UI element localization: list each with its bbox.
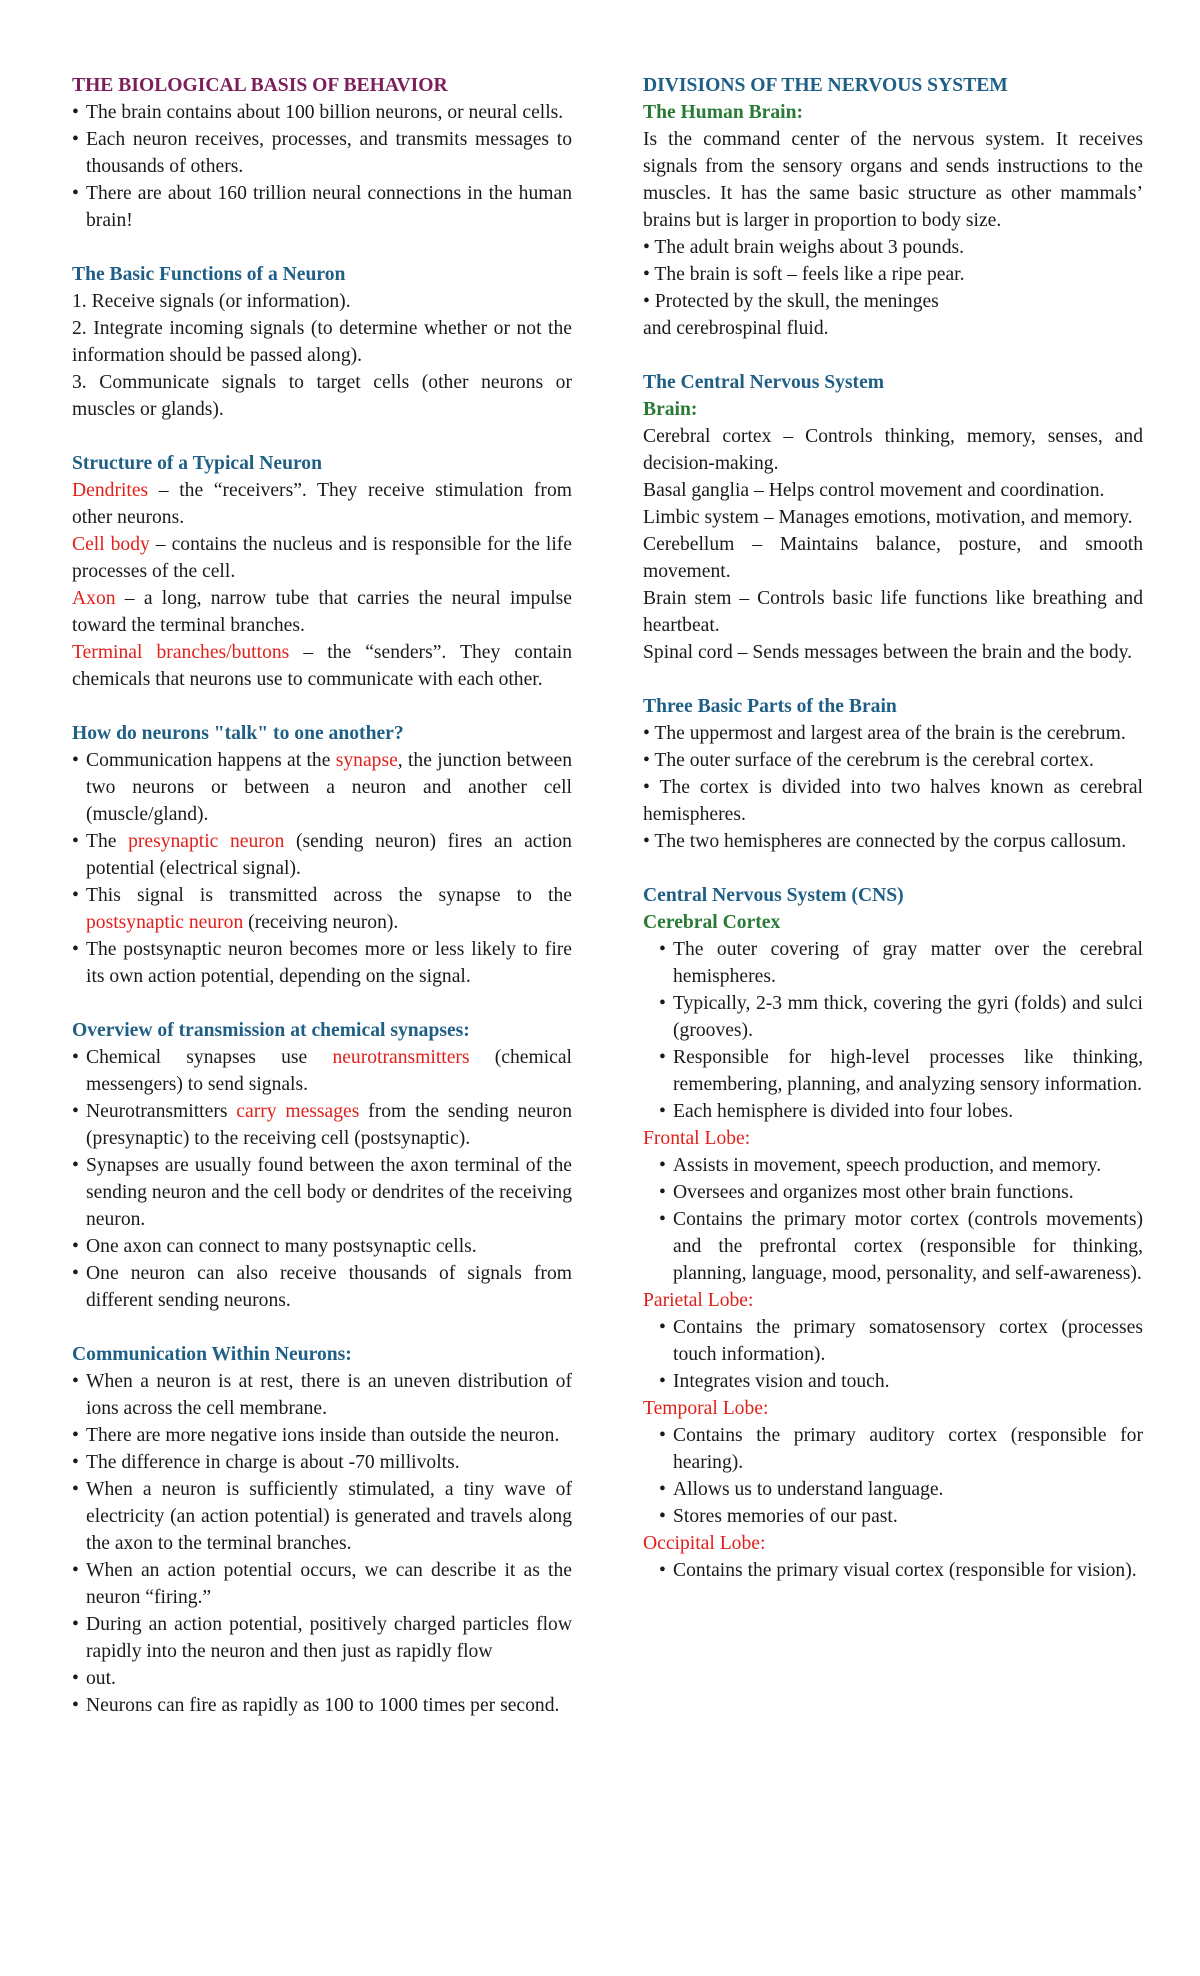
left-column — [72, 72, 572, 1719]
text-span: (receiving neuron). — [243, 912, 399, 933]
lobe-title-parietal: Parietal Lobe: — [643, 1290, 754, 1311]
section-title-structure: Structure of a Typical Neuron — [72, 453, 323, 474]
definition-text: – the “senders”. They contain chemicals that neurons use to communicate with each other. — [72, 642, 572, 690]
text-span: Communication happens at the — [86, 750, 336, 771]
section-title-biological-basis: THE BIOLOGICAL BASIS OF BEHAVIOR — [72, 75, 448, 96]
brain-part-item: Cerebral cortex – Controls thinking, memory, senses, and decision-making. — [643, 426, 1143, 474]
list-item: • The outer covering of gray matter over the cerebral hemispheres. — [659, 936, 1143, 990]
list-item: • The brain contains about 100 billion neurons, or neural cells. — [72, 99, 572, 126]
definition-text: – a long, narrow tube that carries the neural impulse toward the terminal branches. — [72, 588, 572, 636]
list-item: • When a neuron is sufficiently stimulated, a tiny wave of electricity (an action potential) is generated and travels along the axon to the terminal branches. — [72, 1476, 572, 1557]
spacer — [72, 990, 572, 1017]
term-neurotransmitters: neurotransmitters — [332, 1047, 470, 1068]
dot-line: • The adult brain weighs about 3 pounds. — [643, 237, 965, 258]
subtitle-human-brain: The Human Brain: — [643, 102, 804, 123]
overview-list — [72, 1044, 572, 1314]
list-item: • During an action potential, positively charged particles flow rapidly into the neuron and then just as rapidly flow — [72, 1611, 572, 1665]
list-item: • The difference in charge is about -70 millivolts. — [72, 1449, 572, 1476]
list-item: • The postsynaptic neuron becomes more or less likely to fire its own action potential, depending on the signal. — [72, 936, 572, 990]
dot-line: • The cortex is divided into two halves known as cerebral hemispheres. — [643, 777, 1143, 825]
list-item: • Responsible for high-level processes like thinking, remembering, planning, and analyzing sensory information. — [659, 1044, 1143, 1098]
list-item — [72, 747, 572, 828]
spacer — [72, 423, 572, 450]
text-span: Chemical synapses use — [86, 1047, 333, 1068]
text-span: Neurotransmitters — [86, 1101, 237, 1122]
spacer — [643, 342, 1143, 369]
list-item: • Allows us to understand language. — [659, 1476, 1143, 1503]
list-item: • Oversees and organizes most other brain functions. — [659, 1179, 1143, 1206]
brain-part-item: Spinal cord – Sends messages between the brain and the body. — [643, 642, 1133, 663]
text-span: (chemical messengers) to send signals. — [86, 1047, 572, 1095]
text-span: from the sending neuron (presynaptic) to the receiving cell (postsynaptic). — [86, 1101, 572, 1149]
dot-line-continuation: and cerebrospinal fluid. — [643, 318, 829, 339]
spacer — [72, 1314, 572, 1341]
list-item: • When an action potential occurs, we can describe it as the neuron “firing.” — [72, 1557, 572, 1611]
list-item — [72, 1098, 572, 1152]
brain-part-item: Basal ganglia – Helps control movement and coordination. — [643, 480, 1105, 501]
frontal-lobe-list — [643, 1152, 1143, 1287]
brain-part-item: Cerebellum – Maintains balance, posture, and smooth movement. — [643, 534, 1143, 582]
section-title-overview-transmission: Overview of transmission at chemical synapses: — [72, 1020, 470, 1041]
list-item: • Each neuron receives, processes, and transmits messages to thousands of others. — [72, 126, 572, 180]
dot-line: • The uppermost and largest area of the brain is the cerebrum. — [643, 723, 1126, 744]
list-item: • There are more negative ions inside than outside the neuron. — [72, 1422, 572, 1449]
numbered-item: 1. Receive signals (or information). — [72, 291, 351, 312]
list-item — [72, 882, 572, 936]
list-item — [72, 1044, 572, 1098]
text-span: (sending neuron) fires an action potential (electrical signal). — [86, 831, 572, 879]
section-title-communication-within: Communication Within Neurons: — [72, 1344, 352, 1365]
temporal-lobe-list — [643, 1422, 1143, 1530]
parietal-lobe-list — [643, 1314, 1143, 1395]
lobe-title-temporal: Temporal Lobe: — [643, 1398, 769, 1419]
brain-part-item: Limbic system – Manages emotions, motivation, and memory. — [643, 507, 1133, 528]
list-item: • out. — [72, 1665, 572, 1692]
term-axon: Axon — [72, 588, 116, 609]
definition-cell-body — [72, 531, 572, 585]
brain-part-item: Brain stem – Controls basic life functions like breathing and heartbeat. — [643, 588, 1143, 636]
list-item: • Contains the primary motor cortex (controls movements) and the prefrontal cortex (responsible for thinking, planning, language, mood, personality, and self-awareness). — [659, 1206, 1143, 1287]
text-span: The — [86, 831, 129, 852]
list-item: • Each hemisphere is divided into four lobes. — [659, 1098, 1143, 1125]
biological-basis-list — [72, 99, 572, 234]
section-title-basic-functions: The Basic Functions of a Neuron — [72, 264, 346, 285]
definition-text: – contains the nucleus and is responsible for the life processes of the cell. — [72, 534, 572, 582]
list-item: • Typically, 2-3 mm thick, covering the gyri (folds) and sulci (grooves). — [659, 990, 1143, 1044]
spacer — [72, 693, 572, 720]
list-item: • Stores memories of our past. — [659, 1503, 1143, 1530]
term-presynaptic-neuron: presynaptic neuron — [128, 831, 285, 852]
definition-dendrites — [72, 477, 572, 531]
term-postsynaptic-neuron: postsynaptic neuron — [86, 912, 244, 933]
list-item: • Contains the primary visual cortex (responsible for vision). — [659, 1557, 1143, 1584]
list-item: • Synapses are usually found between the axon terminal of the sending neuron and the cell body or dendrites of the receiving neuron. — [72, 1152, 572, 1233]
neurons-talk-list — [72, 747, 572, 990]
list-item: • When a neuron is at rest, there is an uneven distribution of ions across the cell membrane. — [72, 1368, 572, 1422]
dot-line: • Protected by the skull, the meninges — [643, 291, 939, 312]
section-title-three-parts: Three Basic Parts of the Brain — [643, 696, 897, 717]
term-carry-messages: carry messages — [236, 1101, 360, 1122]
definition-text: – the “receivers”. They receive stimulation from other neurons. — [72, 480, 572, 528]
paragraph-human-brain: Is the command center of the nervous system. It receives signals from the sensory organs and sends instructions to the muscles. It has the same basic structure as other mammals’ brains but is larger in proportion to body size. — [643, 129, 1143, 231]
definition-terminal-branches — [72, 639, 572, 693]
spacer — [643, 855, 1143, 882]
spacer — [643, 666, 1143, 693]
subtitle-brain: Brain: — [643, 399, 698, 420]
list-item: • Contains the primary somatosensory cortex (processes touch information). — [659, 1314, 1143, 1368]
list-item: • One neuron can also receive thousands of signals from different sending neurons. — [72, 1260, 572, 1314]
right-column — [643, 72, 1143, 1584]
term-terminal-branches: Terminal branches/buttons — [72, 642, 290, 663]
dot-line: • The outer surface of the cerebrum is the cerebral cortex. — [643, 750, 1094, 771]
term-synapse: synapse — [335, 750, 398, 771]
list-item: • Contains the primary auditory cortex (responsible for hearing). — [659, 1422, 1143, 1476]
section-title-cns: Central Nervous System (CNS) — [643, 885, 904, 906]
numbered-item: 2. Integrate incoming signals (to determine whether or not the information should be passed along). — [72, 318, 572, 366]
list-item — [72, 828, 572, 882]
section-title-central-nervous-system: The Central Nervous System — [643, 372, 885, 393]
spacer — [72, 234, 572, 261]
occipital-lobe-list — [643, 1557, 1143, 1584]
dot-line: • The brain is soft – feels like a ripe pear. — [643, 264, 965, 285]
lobe-title-frontal: Frontal Lobe: — [643, 1128, 751, 1149]
section-title-neurons-talk: How do neurons "talk" to one another? — [72, 723, 404, 744]
subtitle-cerebral-cortex: Cerebral Cortex — [643, 912, 781, 933]
list-item: • There are about 160 trillion neural connections in the human brain! — [72, 180, 572, 234]
communication-within-list — [72, 1368, 572, 1719]
cerebral-cortex-list — [643, 936, 1143, 1125]
definition-axon — [72, 585, 572, 639]
text-span: This signal is transmitted across the synapse to the — [86, 885, 572, 906]
section-title-divisions: DIVISIONS OF THE NERVOUS SYSTEM — [643, 75, 1008, 96]
numbered-item: 3. Communicate signals to target cells (other neurons or muscles or glands). — [72, 372, 572, 420]
list-item: • One axon can connect to many postsynaptic cells. — [72, 1233, 572, 1260]
list-item: • Assists in movement, speech production, and memory. — [659, 1152, 1143, 1179]
dot-line: • The two hemispheres are connected by the corpus callosum. — [643, 831, 1127, 852]
term-cell-body: Cell body — [72, 534, 150, 555]
text-span: , the junction between two neurons or between a neuron and another cell (muscle/gland). — [86, 750, 572, 825]
lobe-title-occipital: Occipital Lobe: — [643, 1533, 766, 1554]
list-item: • Integrates vision and touch. — [659, 1368, 1143, 1395]
term-dendrites: Dendrites — [72, 480, 149, 501]
list-item: • Neurons can fire as rapidly as 100 to 1000 times per second. — [72, 1692, 572, 1719]
